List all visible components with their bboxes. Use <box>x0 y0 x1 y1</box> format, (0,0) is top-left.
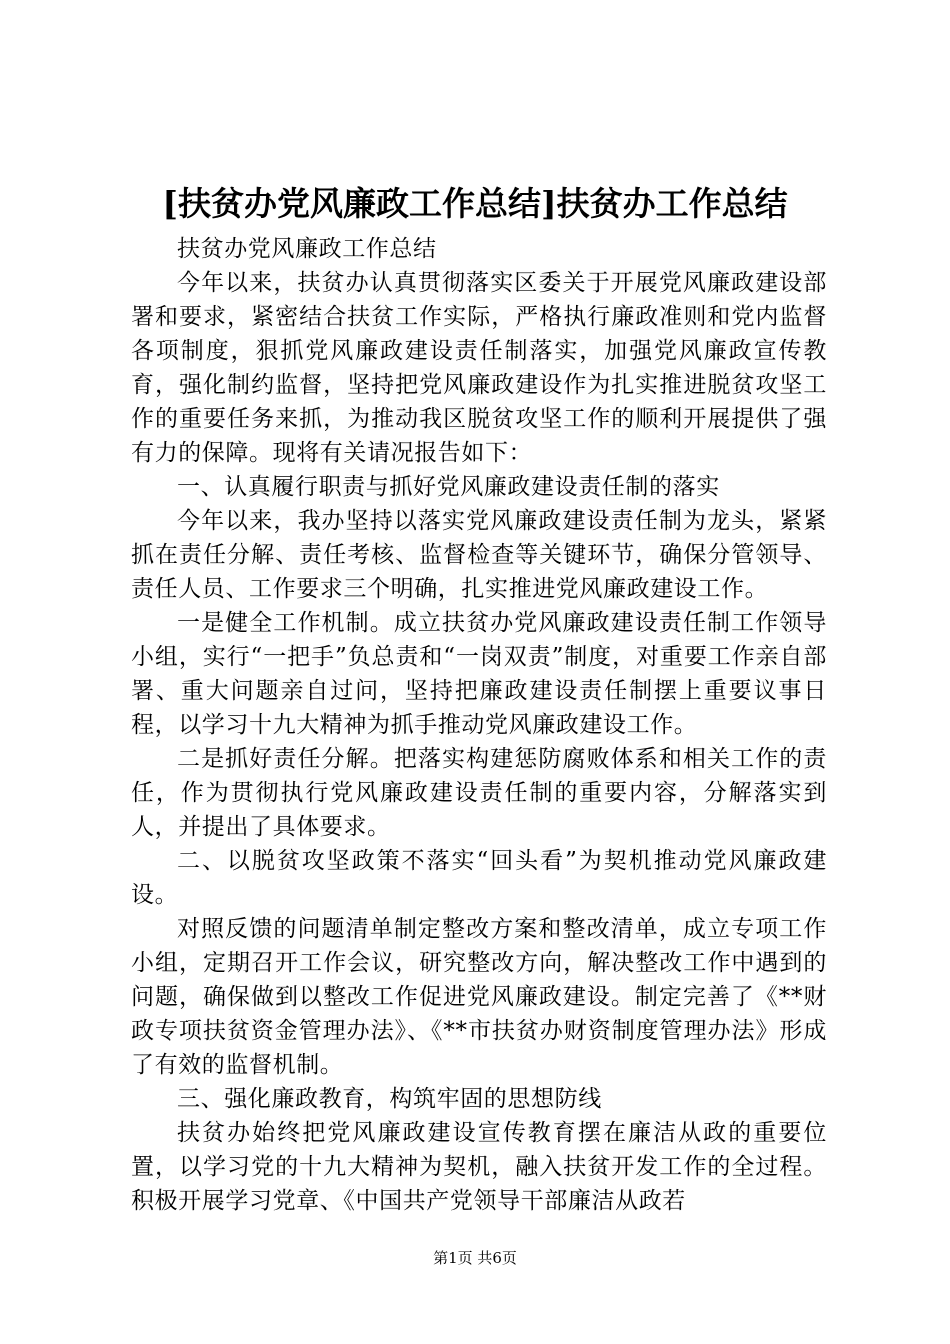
body-paragraph: 扶贫办始终把党风廉政建设宣传教育摆在廉洁从政的重要位置，以学习党的十九大精神为契机，融入扶贫开发工作的全过程。积极开展学习党章、《中国共产党领导干部廉洁从政若 <box>131 1120 827 1214</box>
body-paragraph: 今年以来，我办坚持以落实党风廉政建设责任制为龙头，紧紧抓在责任分解、责任考核、监督检查等关键环节，确保分管领导、责任人员、工作要求三个明确，扎实推进党风廉政建设工作。 <box>131 508 827 602</box>
section-heading: 三、强化廉政教育，构筑牢固的思想防线 <box>177 1086 602 1112</box>
page-footer: 第1页 共6页 <box>433 1249 517 1267</box>
section-subtitle: 扶贫办党风廉政工作总结 <box>177 236 437 262</box>
section-heading: 二、以脱贫攻坚政策不落实“回头看”为契机推动党风廉政建设。 <box>131 848 827 908</box>
section-heading: 一、认真履行职责与抓好党风廉政建设责任制的落实 <box>177 474 720 500</box>
document-title: [扶贫办党风廉政工作总结]扶贫办工作总结 <box>162 184 788 223</box>
body-paragraph: 二是抓好责任分解。把落实构建惩防腐败体系和相关工作的责任，作为贯彻执行党风廉政建设责任制的重要内容，分解落实到人，并提出了具体要求。 <box>131 746 827 840</box>
body-paragraph: 对照反馈的问题清单制定整改方案和整改清单，成立专项工作小组，定期召开工作会议，研究整改方向，解决整改工作中遇到的问题，确保做到以整改工作促进党风廉政建设。制定完善了《**财政专项扶贫资金管理办法》、《**市扶贫办财资制度管理办法》形成了有效的监督机制。 <box>131 916 827 1078</box>
body-paragraph: 一是健全工作机制。成立扶贫办党风廉政建设责任制工作领导小组，实行“一把手”负总责和“一岗双责”制度，对重要工作亲自部署、重大问题亲自过问，坚持把廉政建设责任制摆上重要议事日程，以学习十九大精神为抓手推动党风廉政建设工作。 <box>131 610 827 738</box>
body-paragraph: 今年以来，扶贫办认真贯彻落实区委关于开展党风廉政建设部署和要求，紧密结合扶贫工作实际，严格执行廉政准则和党内监督各项制度，狠抓党风廉政建设责任制落实，加强党风廉政宣传教育，强化制约监督，坚持把党风廉政建设作为扎实推进脱贫攻坚工作的重要任务来抓，为推动我区脱贫攻坚工作的顺利开展提供了强有力的保障。现将有关请况报告如下： <box>131 270 827 466</box>
document-body <box>131 232 827 1218</box>
